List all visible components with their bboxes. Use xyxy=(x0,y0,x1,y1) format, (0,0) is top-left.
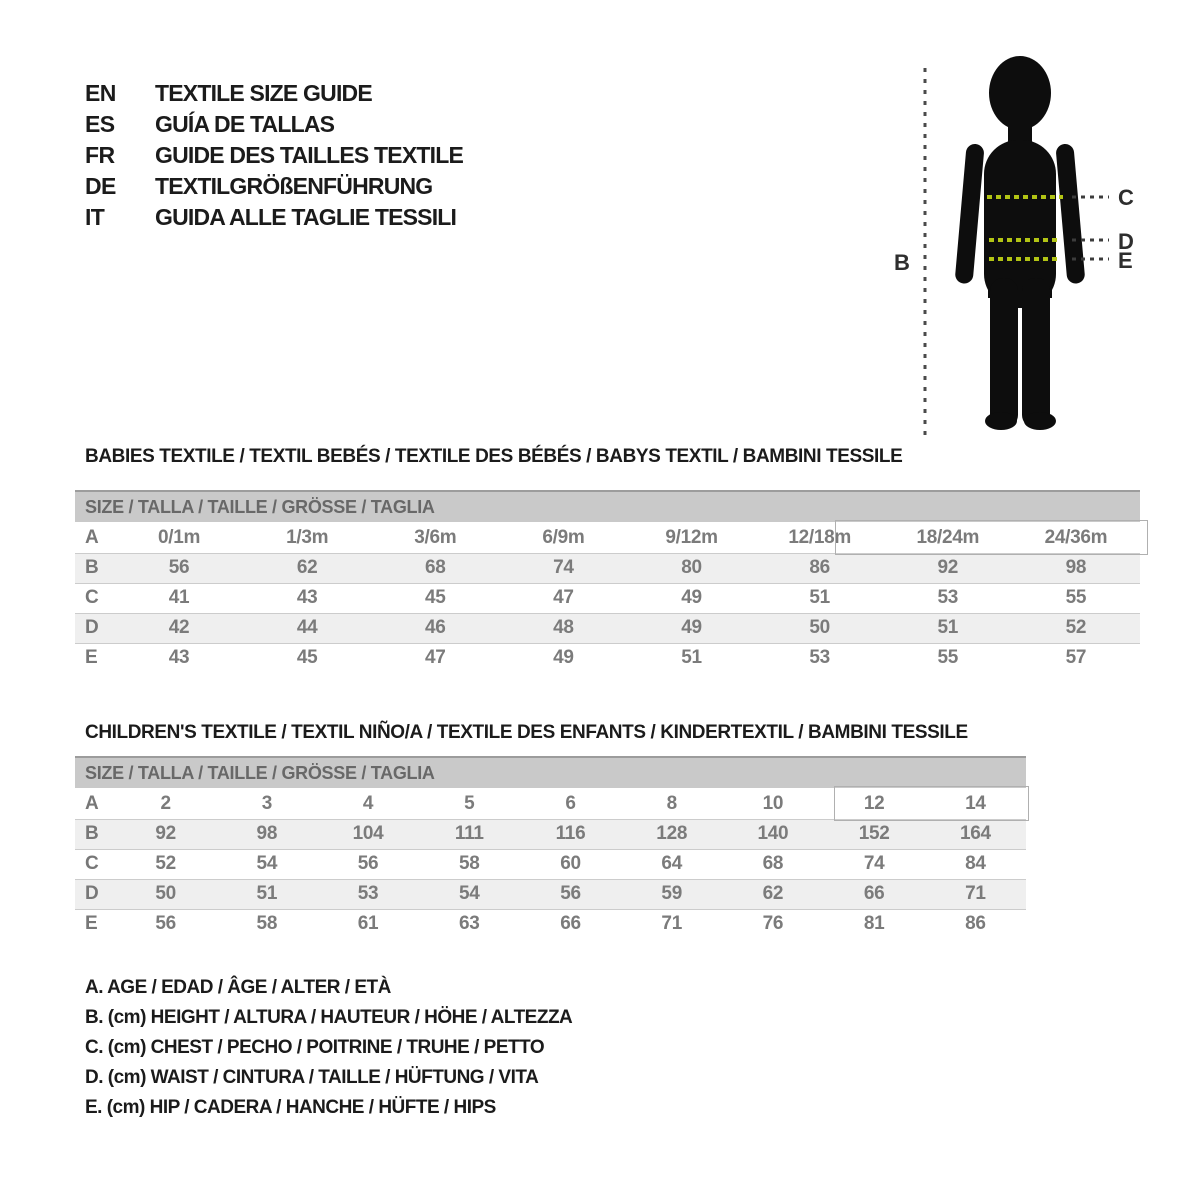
table-cell: 6/9m xyxy=(542,527,585,549)
table-cell: 12 xyxy=(863,793,885,815)
table-cell: 2 xyxy=(160,793,171,815)
table-cell: 51 xyxy=(256,883,278,904)
row-label: A xyxy=(85,793,99,815)
table-cell: 66 xyxy=(560,913,581,935)
row-label: B xyxy=(85,823,99,844)
table-cell: 71 xyxy=(661,913,682,935)
table-cell: 53 xyxy=(809,647,830,669)
row-label: D xyxy=(85,617,99,638)
language-title: GUIDE DES TAILLES TEXTILE xyxy=(155,142,463,168)
table-cell: 41 xyxy=(168,587,190,608)
language-code: DE xyxy=(85,173,116,199)
table-cell: 56 xyxy=(168,557,190,578)
table-cell: 56 xyxy=(155,913,176,935)
table-cell: 66 xyxy=(863,883,885,904)
table-cell: 43 xyxy=(168,647,190,669)
table-cell: 3/6m xyxy=(414,527,457,549)
language-list xyxy=(85,78,463,233)
figure-label-b: B xyxy=(894,250,910,275)
row-label: D xyxy=(85,883,99,904)
table-row xyxy=(75,909,1026,939)
table-cell: 56 xyxy=(560,883,581,904)
table-cell: 86 xyxy=(965,913,986,935)
row-label: C xyxy=(85,853,99,874)
table-cell: 116 xyxy=(555,823,586,844)
table-cell: 49 xyxy=(681,617,702,638)
figure-label-c: C xyxy=(1118,185,1134,210)
row-label: C xyxy=(85,587,99,608)
table-cell: 80 xyxy=(681,557,702,578)
language-title: GUIDA ALLE TAGLIE TESSILI xyxy=(155,204,457,230)
table-cell: 61 xyxy=(357,913,379,935)
language-code: EN xyxy=(85,80,116,106)
table-cell: 8 xyxy=(666,793,677,815)
children-section-heading: CHILDREN'S TEXTILE / TEXTIL NIÑO/A / TEXTILE DES ENFANTS / KINDERTEXTIL / BAMBINI TESSILE xyxy=(85,722,968,743)
table-cell: 48 xyxy=(553,617,574,638)
table-cell: 6 xyxy=(565,793,576,815)
table-cell: 55 xyxy=(937,647,959,669)
table-cell: 59 xyxy=(661,883,682,904)
babies-size-highlight-box xyxy=(835,520,1148,555)
table-cell: 47 xyxy=(425,647,446,669)
row-label: B xyxy=(85,557,99,578)
table-row xyxy=(75,613,1140,643)
table-cell: 98 xyxy=(256,823,278,844)
table-cell: 62 xyxy=(296,557,318,578)
row-label: A xyxy=(85,527,99,549)
table-cell: 111 xyxy=(454,823,484,844)
language-code: IT xyxy=(85,204,105,230)
table-cell: 9/12m xyxy=(665,527,718,549)
table-cell: 43 xyxy=(296,587,318,608)
language-code: FR xyxy=(85,142,115,168)
figure-label-e: E xyxy=(1118,248,1133,273)
table-cell: 0/1m xyxy=(158,527,201,549)
table-row xyxy=(75,553,1140,583)
language-row xyxy=(85,140,463,171)
table-cell: 140 xyxy=(757,823,789,844)
table-cell: 53 xyxy=(937,587,959,608)
table-cell: 14 xyxy=(965,793,986,815)
legend-line: B. (cm) HEIGHT / ALTURA / HAUTEUR / HÖHE / ALTEZZA xyxy=(85,1007,573,1028)
legend-line: A. AGE / EDAD / ÂGE / ALTER / ETÀ xyxy=(85,977,391,998)
table-cell: 52 xyxy=(155,853,176,874)
table-cell: 98 xyxy=(1065,557,1087,578)
legend-line: E. (cm) HIP / CADERA / HANCHE / HÜFTE / HIPS xyxy=(85,1097,496,1118)
babies-section-heading: BABIES TEXTILE / TEXTIL BEBÉS / TEXTILE DES BÉBÉS / BABYS TEXTIL / BAMBINI TESSILE xyxy=(85,446,903,467)
size-table-header: SIZE / TALLA / TAILLE / GRÖSSE / TAGLIA xyxy=(75,491,1140,523)
table-cell: 57 xyxy=(1065,647,1087,669)
table-cell: 51 xyxy=(681,647,702,669)
table-cell: 74 xyxy=(863,853,885,874)
table-cell: 68 xyxy=(425,557,446,578)
children-size-table xyxy=(75,756,1026,939)
table-cell: 46 xyxy=(425,617,446,638)
table-cell: 51 xyxy=(809,587,830,608)
table-cell: 5 xyxy=(464,793,475,815)
language-row xyxy=(85,78,463,109)
child-silhouette-icon xyxy=(880,50,1160,445)
table-cell: 92 xyxy=(155,823,176,844)
table-cell: 42 xyxy=(168,617,190,638)
table-cell: 86 xyxy=(809,557,830,578)
table-cell: 58 xyxy=(256,913,278,935)
table-cell: 50 xyxy=(155,883,176,904)
table-cell: 60 xyxy=(560,853,581,874)
table-cell: 56 xyxy=(357,853,379,874)
table-row xyxy=(75,819,1026,849)
table-cell: 54 xyxy=(256,853,278,874)
table-cell: 10 xyxy=(762,793,784,815)
table-cell: 52 xyxy=(1065,617,1087,638)
figure-label-d: D xyxy=(1118,229,1134,254)
table-cell: 53 xyxy=(357,883,379,904)
row-label: E xyxy=(85,913,98,935)
table-row xyxy=(75,879,1026,909)
table-row xyxy=(75,643,1140,673)
size-table-header: SIZE / TALLA / TAILLE / GRÖSSE / TAGLIA xyxy=(75,757,1026,789)
language-row xyxy=(85,171,463,202)
table-cell: 152 xyxy=(858,823,890,844)
table-cell: 128 xyxy=(656,823,688,844)
table-cell: 62 xyxy=(762,883,784,904)
language-title: GUÍA DE TALLAS xyxy=(155,111,335,137)
table-cell: 50 xyxy=(809,617,830,638)
table-cell: 4 xyxy=(362,793,374,815)
table-cell: 71 xyxy=(965,883,986,904)
language-row xyxy=(85,202,463,233)
table-cell: 44 xyxy=(296,617,318,638)
table-cell: 47 xyxy=(553,587,574,608)
table-cell: 84 xyxy=(965,853,986,874)
table-cell: 49 xyxy=(553,647,574,669)
table-cell: 76 xyxy=(762,913,784,935)
table-cell: 92 xyxy=(937,557,959,578)
language-title: TEXTILE SIZE GUIDE xyxy=(155,80,372,106)
table-cell: 45 xyxy=(425,587,446,608)
table-cell: 55 xyxy=(1065,587,1087,608)
row-label: E xyxy=(85,647,98,669)
children-size-highlight-box xyxy=(834,786,1029,821)
table-cell: 24/36m xyxy=(1044,527,1108,549)
legend-line: C. (cm) CHEST / PECHO / POITRINE / TRUHE / PETTO xyxy=(85,1037,545,1058)
language-title: TEXTILGRÖßENFÜHRUNG xyxy=(155,173,433,199)
table-cell: 58 xyxy=(458,853,480,874)
table-cell: 63 xyxy=(458,913,480,935)
babies-size-table xyxy=(75,490,1140,673)
table-cell: 1/3m xyxy=(286,527,329,549)
measurement-figure xyxy=(880,50,1160,445)
table-row xyxy=(75,849,1026,879)
table-cell: 54 xyxy=(458,883,480,904)
table-cell: 12/18m xyxy=(788,527,851,549)
table-row xyxy=(75,583,1140,613)
measurement-legend xyxy=(85,973,572,1123)
language-row xyxy=(85,109,463,140)
table-cell: 51 xyxy=(937,617,959,638)
table-cell: 18/24m xyxy=(916,527,980,549)
table-cell: 74 xyxy=(553,557,574,578)
table-cell: 104 xyxy=(352,823,384,844)
table-cell: 45 xyxy=(296,647,318,669)
silhouette-shapes xyxy=(955,56,1086,430)
table-cell: 81 xyxy=(863,913,885,935)
table-cell: 68 xyxy=(762,853,784,874)
table-cell: 3 xyxy=(261,793,272,815)
table-cell: 64 xyxy=(661,853,682,874)
table-cell: 164 xyxy=(959,823,991,844)
table-cell: 49 xyxy=(681,587,702,608)
legend-line: D. (cm) WAIST / CINTURA / TAILLE / HÜFTUNG / VITA xyxy=(85,1067,539,1088)
language-code: ES xyxy=(85,111,115,137)
